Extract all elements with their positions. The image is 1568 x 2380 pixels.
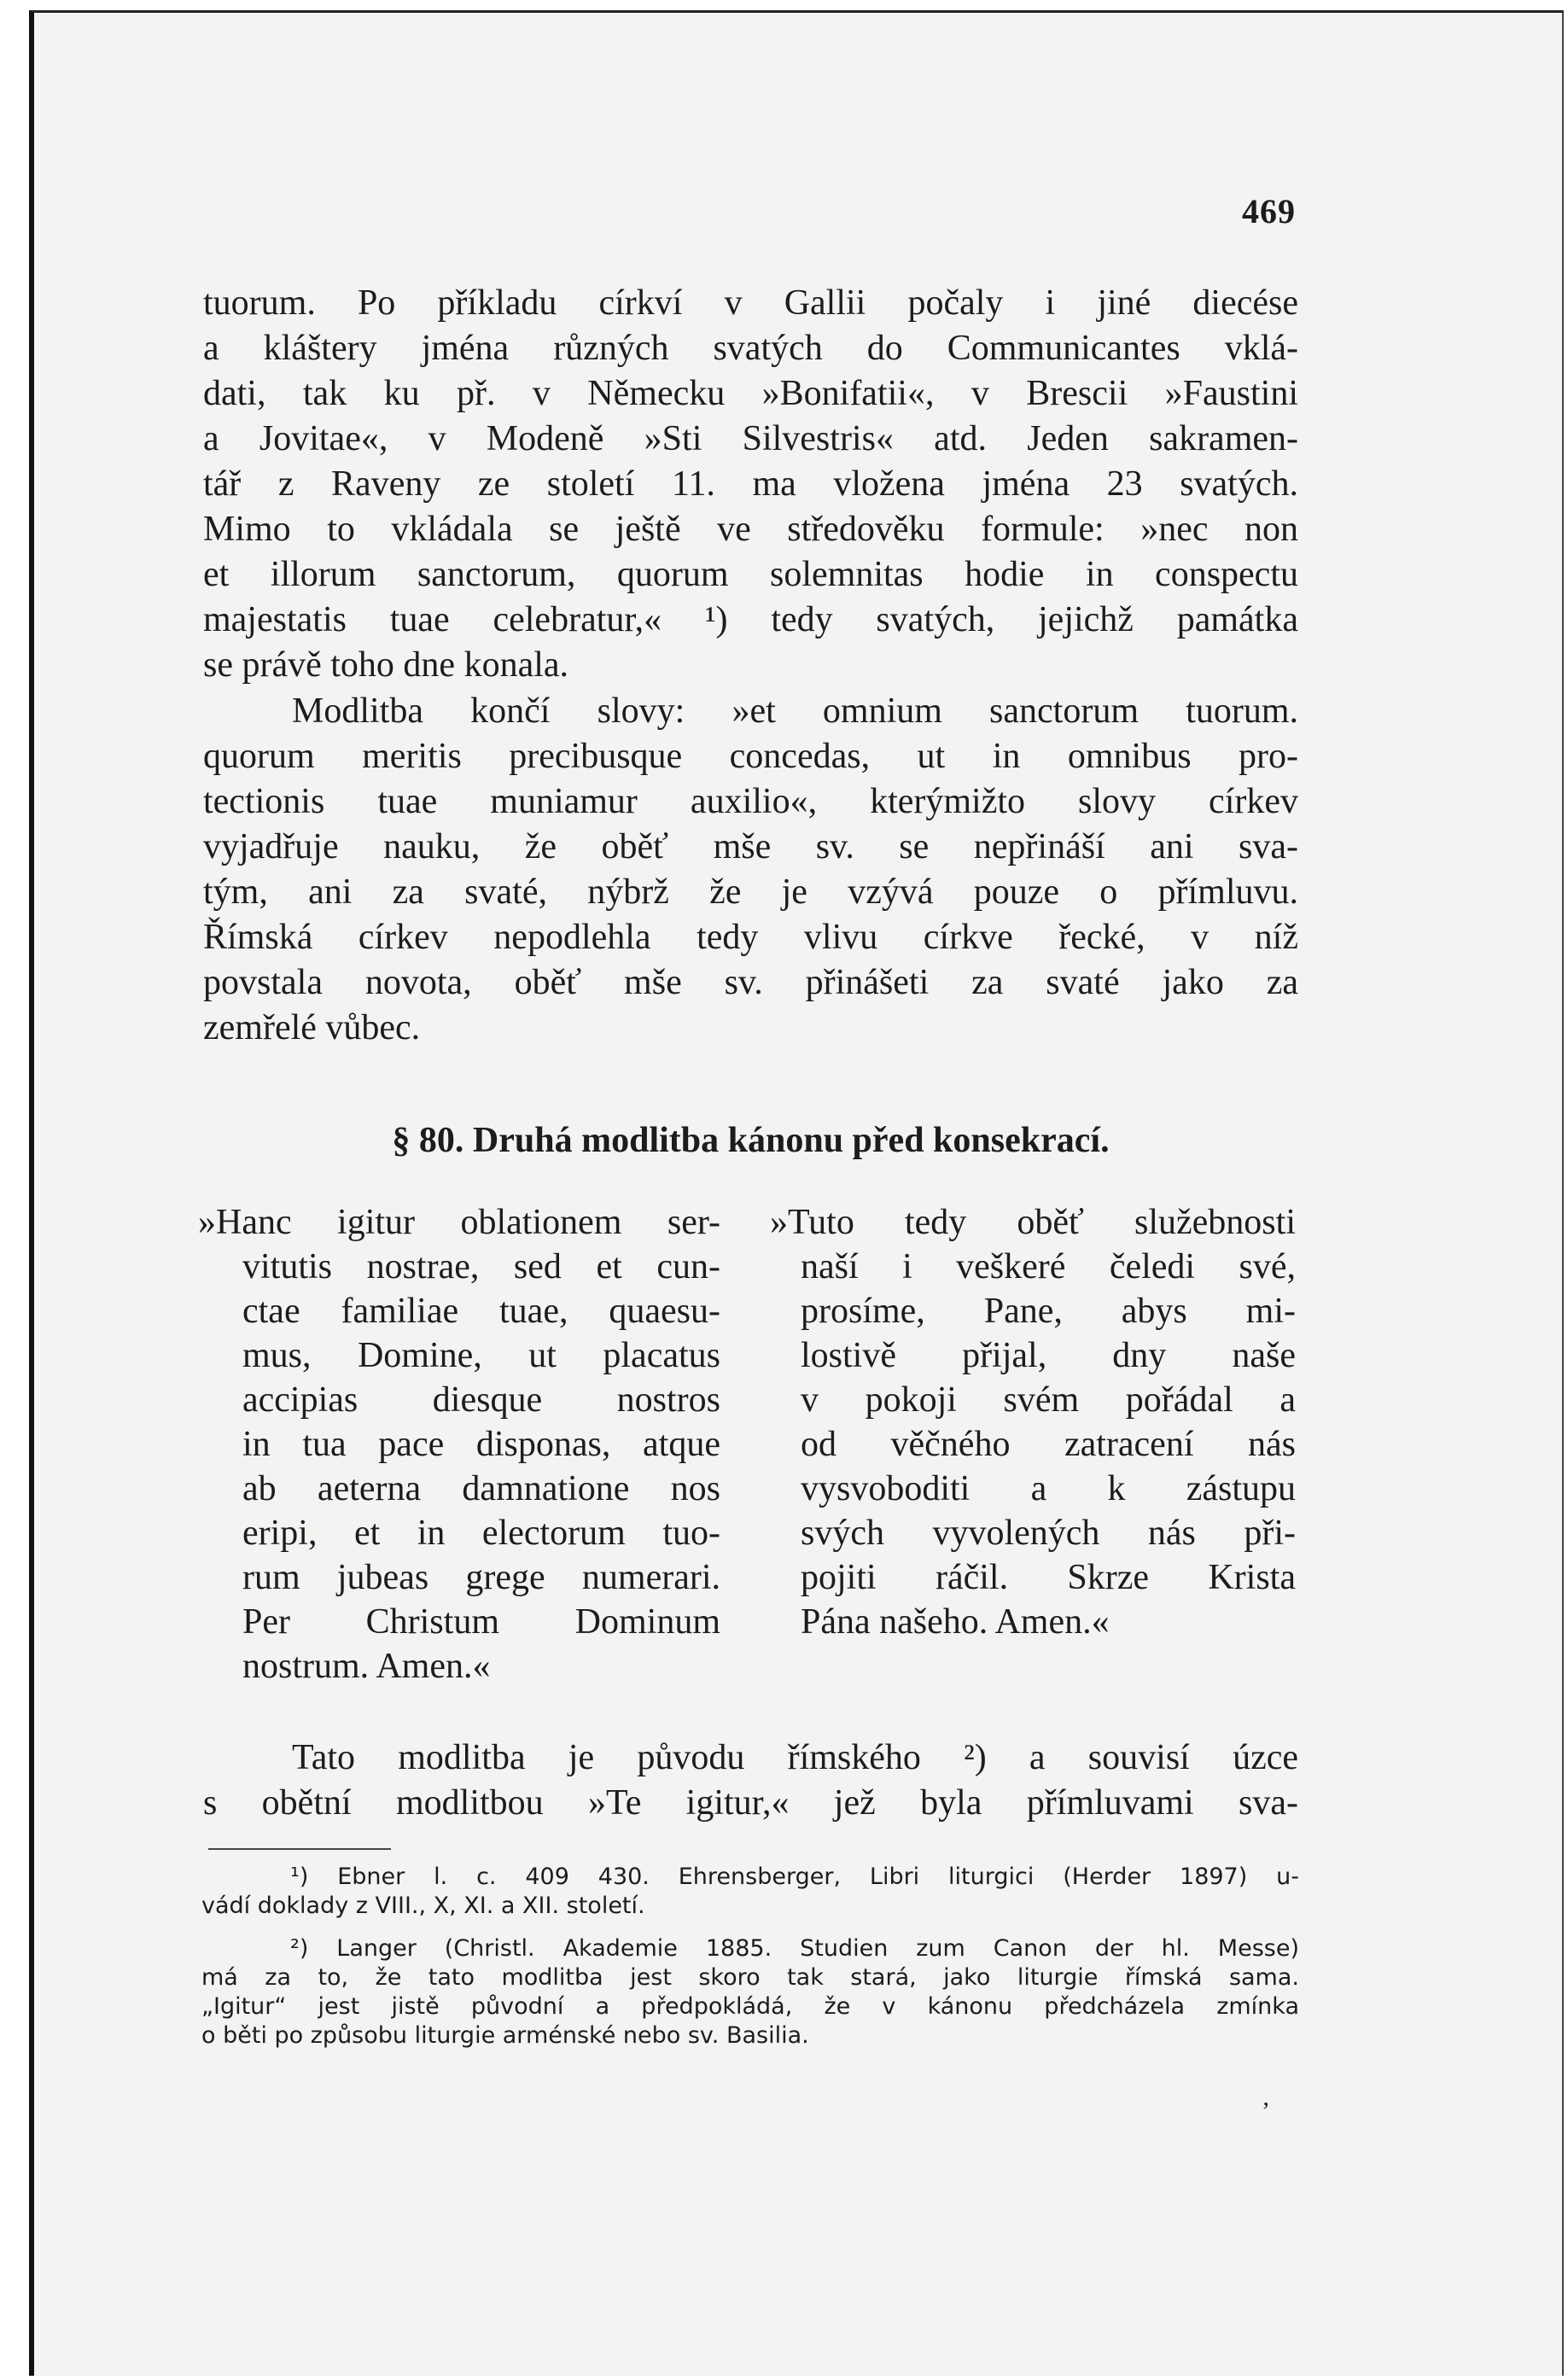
footnote-line: ²) Langer (Christl. Akademie 1885. Studien zum Canon der hl. Messe): [290, 1935, 1299, 1962]
latin-line: ab aeterna damnatione nos: [242, 1469, 720, 1508]
text-line: tář z Raveny ze století 11. ma vložena jména 23 svatých.: [203, 464, 1298, 504]
latin-line: »Hanc igitur oblationem ser-: [198, 1203, 720, 1242]
footnote-line: o běti po způsobu liturgie arménské nebo sv. Basilia.: [201, 2022, 809, 2049]
footnote-line: „Igitur“ jest jistě původní a předpokládá, že v kánonu předcházela zmínka: [201, 1993, 1299, 2020]
text-line: tým, ani za svaté, nýbrž že je vzývá pouze o přímluvu.: [203, 872, 1298, 912]
stray-mark: ‚: [1262, 2083, 1270, 2111]
text-line: s obětní modlitbou »Te igitur,« jež byla přímluvami sva-: [203, 1783, 1298, 1823]
czech-line: »Tuto tedy oběť služebnosti: [770, 1203, 1296, 1242]
text-line: a Jovitae«, v Modeně »Sti Silvestris« atd. Jeden sakramen-: [203, 419, 1298, 458]
footnote-line: má za to, že tato modlitba jest skoro tak stará, jako liturgie římská sama.: [201, 1964, 1299, 1991]
text-line: majestatis tuae celebratur,« ¹) tedy svatých, jejichž památka: [203, 600, 1298, 639]
latin-line: rum jubeas grege numerari.: [242, 1558, 720, 1597]
footnote-line: ¹) Ebner l. c. 409 430. Ehrensberger, Libri liturgici (Herder 1897) u-: [290, 1864, 1299, 1890]
text-line: se právě toho dne konala.: [203, 645, 569, 685]
text-line: quorum meritis precibusque concedas, ut in omnibus pro-: [203, 737, 1298, 776]
latin-line: vitutis nostrae, sed et cun-: [242, 1247, 720, 1286]
czech-line: lostivě přijal, dny naše: [801, 1336, 1296, 1375]
text-line: Mimo to vkládala se ještě ve středověku formule: »nec non: [203, 510, 1298, 549]
latin-line: eripi, et in electorum tuo-: [242, 1514, 720, 1553]
footnote-line: vádí doklady z VIII., X, XI. a XII. století.: [201, 1893, 645, 1919]
text-line: dati, tak ku př. v Německu »Bonifatii«, v Brescii »Faustini: [203, 374, 1298, 413]
czech-line: Pána našeho. Amen.«: [801, 1602, 1110, 1642]
text-line: zemřelé vůbec.: [203, 1008, 421, 1047]
page-number: 469: [1242, 192, 1296, 230]
text-line: povstala novota, oběť mše sv. přinášeti za svaté jako za: [203, 963, 1298, 1002]
text-line: tuorum. Po příkladu církví v Gallii počaly i jiné diecése: [203, 283, 1298, 323]
latin-line: mus, Domine, ut placatus: [242, 1336, 720, 1375]
czech-line: pojiti ráčil. Skrze Krista: [801, 1558, 1296, 1597]
czech-line: od věčného zatracení nás: [801, 1425, 1296, 1464]
czech-line: prosíme, Pane, abys mi-: [801, 1292, 1296, 1331]
latin-line: accipias diesque nostros: [242, 1380, 720, 1420]
text-line: et illorum sanctorum, quorum solemnitas hodie in conspectu: [203, 555, 1298, 594]
text-line: tectionis tuae muniamur auxilio«, kterýmižto slovy církev: [203, 782, 1298, 821]
latin-line: nostrum. Amen.«: [242, 1647, 491, 1686]
czech-prayer-column: [770, 1200, 1296, 1644]
text-line: Modlitba končí slovy: »et omnium sanctorum tuorum.: [292, 691, 1298, 731]
latin-prayer-column: [198, 1200, 720, 1689]
section-heading: § 80. Druhá modlitba kánonu před konsekrací.: [392, 1121, 1110, 1160]
text-line: a kláštery jména různých svatých do Communicantes vklá-: [203, 329, 1298, 368]
latin-line: in tua pace disponas, atque: [242, 1425, 720, 1464]
czech-line: naší i veškeré čeledi své,: [801, 1247, 1296, 1286]
text-line: vyjadřuje nauku, že oběť mše sv. se nepřináší ani sva-: [203, 827, 1298, 866]
czech-line: vysvoboditi a k zástupu: [801, 1469, 1296, 1508]
latin-line: Per Christum Dominum: [242, 1602, 720, 1642]
czech-line: v pokoji svém pořádal a: [801, 1380, 1296, 1420]
czech-line: svých vyvolených nás při-: [801, 1514, 1296, 1553]
text-line: Římská církev nepodlehla tedy vlivu církve řecké, v níž: [203, 918, 1298, 957]
latin-line: ctae familiae tuae, quaesu-: [242, 1292, 720, 1331]
footnote-rule: [208, 1848, 391, 1850]
text-line: Tato modlitba je původu římského ²) a souvisí úzce: [292, 1738, 1298, 1777]
